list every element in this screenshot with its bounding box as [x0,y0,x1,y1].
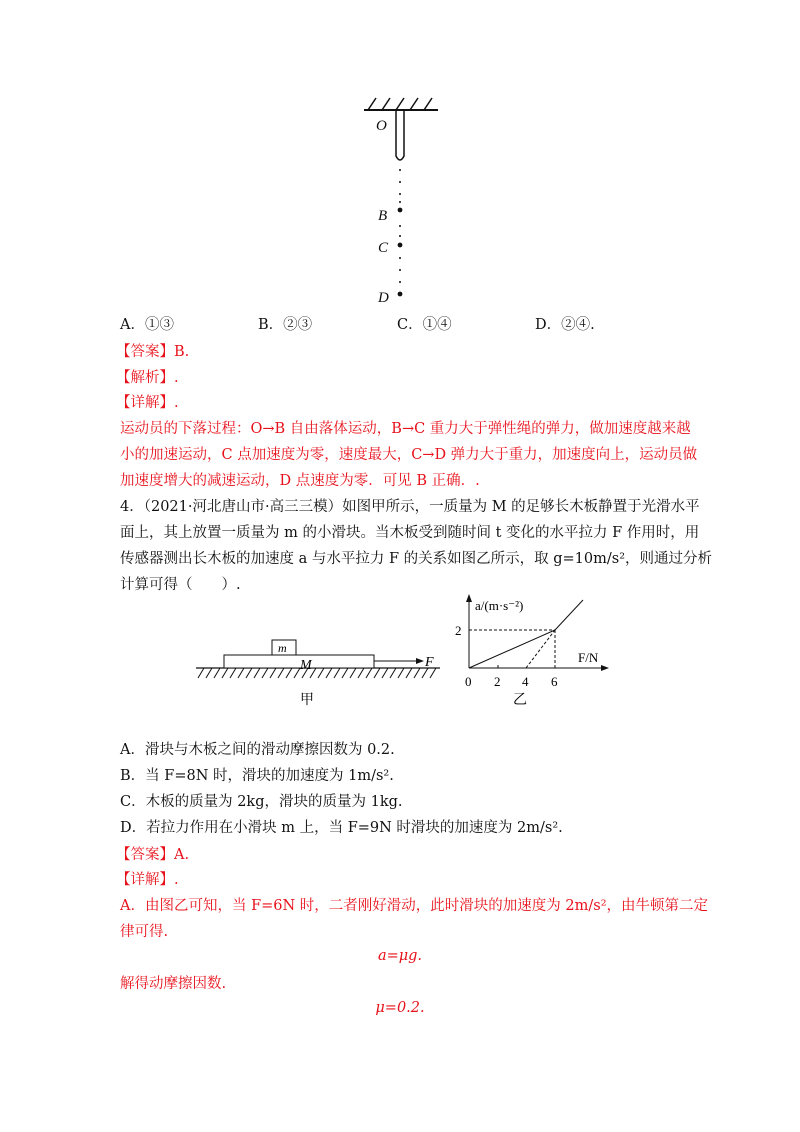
figure-jia [190,590,450,710]
ground-hatch [406,668,412,678]
ground-hatch [382,668,388,678]
equation-a-mu-g: a=μg. [377,948,423,964]
ground-hatch [222,668,228,678]
ground-hatch [318,668,324,678]
ground-hatch [198,668,204,678]
x-tick-label: 4 [522,674,529,689]
q3-explanation-line: 小的加速运动，C 点加速度为零，速度最大，C→D 弹力大于重力，加速度向上，运动员做 [120,447,698,463]
ground-hatch [278,668,284,678]
x-tick-label: 0 [465,674,472,689]
q4-option-c: C．木板的质量为 2kg，滑块的质量为 1kg. [120,794,403,810]
q4-explanation-line: A．由图乙可知，当 F=6N 时，二者刚好滑动，此时滑块的加速度为 2m/s²，由牛顿第二定 [120,898,709,914]
ground-hatch [214,668,220,678]
q3-option-c: C．①④ [397,317,452,333]
q3-analysis-heading: 【解析】. [116,370,179,386]
block-m-label: m [278,641,287,655]
q3-explanation-line: 运动员的下落过程：O→B 自由落体运动，B→C 重力大于弹性绳的弹力，做加速度越来越 [120,421,691,437]
bungee-diagram [350,90,450,310]
q4-explanation-line: 律可得. [120,924,169,940]
label-b: B [378,208,388,224]
q3-option-a: A．①③ [120,317,174,333]
figure-yi-caption: 乙 [513,693,527,708]
ground-hatch [366,668,372,678]
q3-option-d: D．②④. [535,317,595,333]
x-axis-label: F/N [578,650,599,665]
ground-hatch [350,668,356,678]
q4-stem-line: 传感器测出长木板的加速度 a 与水平拉力 F 的关系如图乙所示，取 g=10m/s²，则通过分析 [120,551,713,567]
ground-hatch [246,668,252,678]
board-m-label: M [300,658,312,673]
ground-hatch [286,668,292,678]
label-d: D [378,290,389,306]
label-o: O [376,118,387,134]
ground-hatch [262,668,268,678]
q4-solve-line: 解得动摩擦因数. [120,976,227,992]
ground-hatch [254,668,260,678]
ground-hatch [230,668,236,678]
ground-hatch [326,668,332,678]
ground-hatch [206,668,212,678]
q4-stem-line: 4．（2021·河北唐山市·高三三模）如图甲所示，一质量为 M 的足够长木板静置于光滑水平 [120,499,700,515]
ground-hatch [390,668,396,678]
q4-answer: 【答案】A. [116,847,190,863]
ground-hatch [398,668,404,678]
y-tick-label: 2 [455,623,462,638]
q4-option-b: B．当 F=8N 时，滑块的加速度为 1m/s². [120,768,394,784]
figure-jia-caption: 甲 [300,693,314,708]
force-label: F [425,655,434,670]
x-tick-label: 2 [494,674,501,689]
q4-option-d: D．若拉力作用在小滑块 m 上，当 F=9N 时滑块的加速度为 2m/s². [120,820,563,836]
y-axis-label: a/(m·s⁻²) [475,598,524,613]
x-tick-label: 6 [551,674,558,689]
q3-explanation-line: 加速度增大的减速运动，D 点速度为零．可见 B 正确．. [120,473,480,489]
q3-detail-heading: 【详解】. [116,395,179,411]
ground-hatch [414,668,420,678]
ground-hatch [334,668,340,678]
label-c: C [378,240,389,256]
q4-option-a: A．滑块与木板之间的滑动摩擦因数为 0.2. [120,742,395,758]
q3-answer: 【答案】B. [116,344,190,360]
ground-hatch [358,668,364,678]
ground-hatch [374,668,380,678]
q4-stem-line: 计算可得（ ）. [120,577,241,593]
q4-stem-line: 面上，其上放置一质量为 m 的小滑块。当木板受到随时间 t 变化的水平拉力 F 作用时，用 [120,525,700,541]
equation-mu-value: μ=0.2. [375,1000,425,1016]
ground-hatch [238,668,244,678]
figure-yi-graph [455,590,615,710]
ground-hatch [270,668,276,678]
q3-option-b: B．②③ [258,317,313,333]
ground-hatch [342,668,348,678]
q4-detail-heading: 【详解】. [116,872,179,888]
